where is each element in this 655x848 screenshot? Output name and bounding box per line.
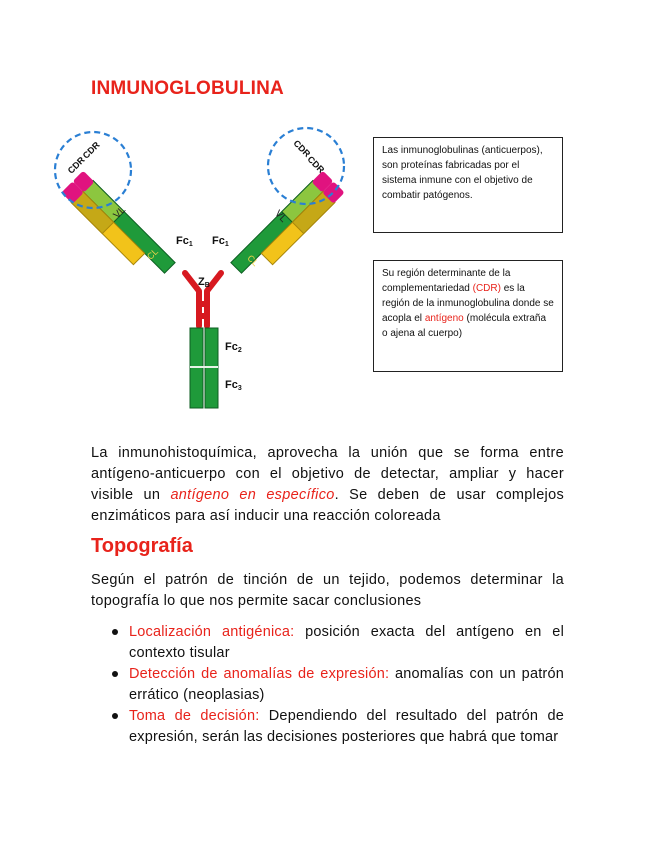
list-item: [110, 706, 564, 747]
cdr-label: CDR: [80, 139, 102, 161]
info-box-definition: [373, 137, 563, 233]
list-item-label: Localización antigénica:: [129, 624, 295, 640]
intro-paragraph-highlight: antígeno en específico: [170, 487, 335, 503]
vl-label: VL: [272, 208, 289, 225]
cdr-label: CDR: [291, 138, 313, 159]
topography-paragraph: Según el patrón de tinción de un tejido, podemos determinar la topografía lo que nos permite sacar conclusiones: [91, 572, 564, 609]
antibody-diagram: [48, 126, 358, 416]
list-item: [110, 664, 564, 705]
info-box-cdr-text-before: Su región determinante de la complementariedad: [382, 268, 511, 294]
intro-paragraph-after: . Se deben de usar complejos enzimáticos para así inducir una reacción coloreada: [91, 487, 564, 524]
cl-label: CL: [245, 252, 261, 269]
info-box-definition-text: Las inmunoglobulinas (anticuerpos), son proteínas fabricadas por el sistema inmune con el objetivo de combatir patógenos.: [382, 145, 543, 201]
list-item-label: Toma de decisión:: [129, 708, 260, 724]
list-item: [110, 622, 564, 663]
fc2-label: Fc2: [225, 341, 242, 354]
fc3-label: Fc3: [225, 379, 242, 392]
vh-label: VH: [129, 193, 145, 209]
topography-bullet-list: [110, 622, 564, 748]
right-arm: [231, 171, 345, 285]
intro-paragraph-before: La inmunohistoquímica, aprovecha la unión que se forma entre antígeno-anticuerpo con el objetivo de detectar, ampliar y hacer visible un: [91, 445, 564, 503]
cdr-label: CDR: [65, 154, 87, 176]
list-item-text: posición exacta del antígeno en el contexto tisular: [129, 624, 564, 661]
list-item-text: Dependiendo del resultado del patrón de expresión, serán las decisiones posteriores que habrá que tomar: [129, 708, 564, 745]
cdr-label: CDR: [305, 154, 327, 175]
intro-paragraph: [91, 443, 564, 527]
cdr-highlight: (CDR): [472, 283, 501, 294]
left-arm: [61, 171, 175, 285]
bullet-icon: [112, 713, 118, 719]
list-item-label: Detección de anomalías de expresión:: [129, 666, 390, 682]
section-heading: Topografía: [91, 535, 193, 557]
page-title: INMUNOGLOBULINA: [91, 78, 284, 99]
bullet-icon: [112, 671, 118, 677]
list-item-text: anomalías con un patrón errático (neoplasias): [129, 666, 564, 703]
vl-label: VL: [111, 204, 129, 222]
zb-label: ZB: [198, 276, 210, 289]
antigen-highlight: antígeno: [424, 313, 464, 324]
fc1-left-label: Fc1: [176, 235, 193, 248]
info-box-cdr: [373, 260, 563, 372]
cl-label: CL: [144, 246, 161, 262]
vh-label: VH: [254, 198, 271, 215]
fc1-right-label: Fc1: [212, 235, 229, 248]
info-box-cdr-text-after: (molécula extraña o ajena al cuerpo): [382, 313, 547, 339]
bullet-icon: [112, 629, 118, 635]
info-box-cdr-text-middle: es la región de la inmunoglobulina donde se acopla el: [382, 283, 554, 324]
